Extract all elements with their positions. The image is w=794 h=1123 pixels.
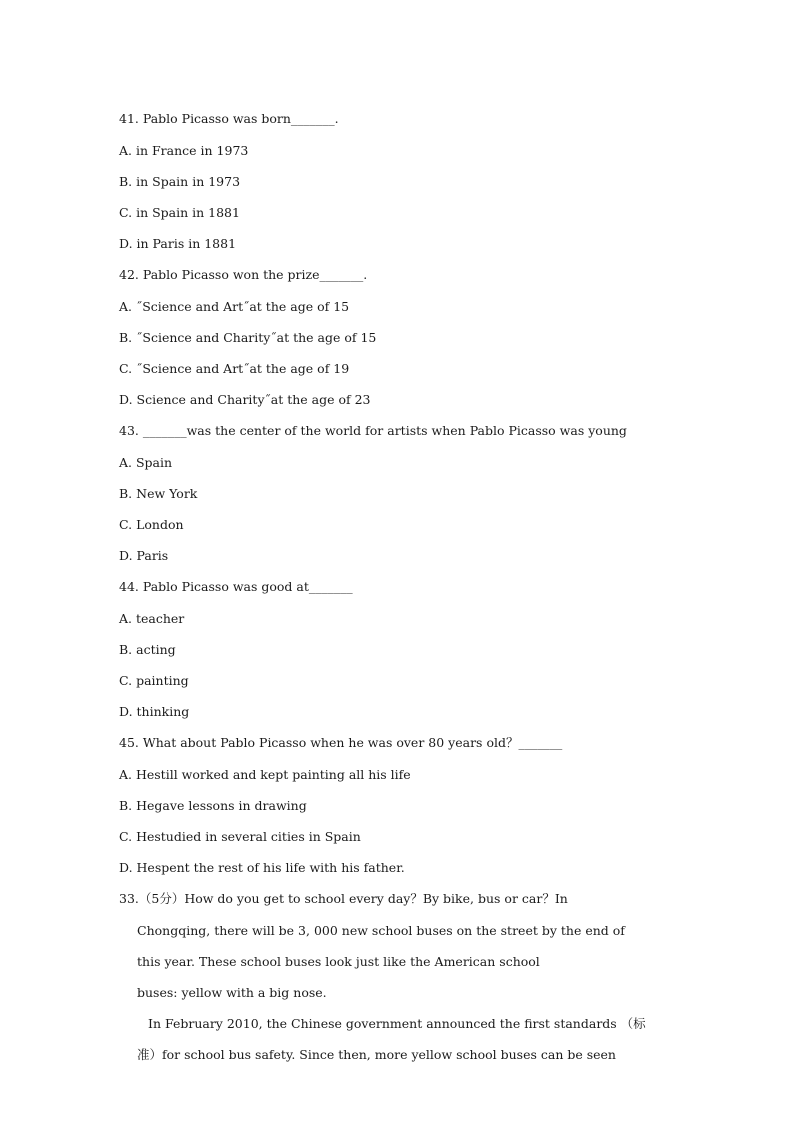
- q41-stem: 41. Pablo Picasso was born_______.: [119, 111, 339, 126]
- q43-option-b: B. New York: [119, 486, 198, 501]
- q45-option-d: D. Hespent the rest of his life with his father.: [119, 860, 405, 875]
- q45-stem: 45. What about Pablo Picasso when he was over 80 years old？_______: [119, 735, 563, 750]
- q33-line-3: this year. These school buses look just like the American school: [137, 954, 540, 969]
- q43-stem: 43. _______was the center of the world for artists when Pablo Picasso was young: [119, 423, 627, 438]
- q42-option-b: B. ˝Science and Charity˝at the age of 15: [119, 330, 377, 345]
- q43-option-d: D. Paris: [119, 548, 169, 563]
- q41-option-d: D. in Paris in 1881: [119, 236, 237, 251]
- q45-option-c: C. Hestudied in several cities in Spain: [119, 829, 361, 844]
- q42-option-c: C. ˝Science and Art˝at the age of 19: [119, 361, 350, 376]
- q33-line-1: 33.（5分）How do you get to school every day？By bike, bus or car？In: [119, 891, 568, 906]
- q45-option-b: B. Hegave lessons in drawing: [119, 798, 307, 813]
- q43-option-a: A. Spain: [119, 455, 173, 470]
- q41-option-c: C. in Spain in 1881: [119, 205, 240, 220]
- q44-stem: 44. Pablo Picasso was good at_______: [119, 579, 353, 594]
- q33-line-5: In February 2010, the Chinese government announced the first standards （标: [148, 1016, 646, 1031]
- q45-option-a: A. Hestill worked and kept painting all his life: [119, 767, 411, 782]
- q42-option-d: D. Science and Charity˝at the age of 23: [119, 392, 371, 407]
- q44-option-c: C. painting: [119, 673, 189, 688]
- q33-line-6: 准）for school bus safety. Since then, more yellow school buses can be seen: [137, 1047, 616, 1062]
- q41-option-b: B. in Spain in 1973: [119, 174, 241, 189]
- q33-line-2: Chongqing, there will be 3, 000 new school buses on the street by the end of: [137, 923, 625, 938]
- q44-option-b: B. acting: [119, 642, 176, 657]
- q33-line-4: buses: yellow with a big nose.: [137, 985, 327, 1000]
- q42-option-a: A. ˝Science and Art˝at the age of 15: [119, 299, 350, 314]
- q44-option-d: D. thinking: [119, 704, 190, 719]
- q44-option-a: A. teacher: [119, 611, 185, 626]
- q42-stem: 42. Pablo Picasso won the prize_______.: [119, 267, 368, 282]
- q41-option-a: A. in France in 1973: [119, 143, 249, 158]
- q43-option-c: C. London: [119, 517, 184, 532]
